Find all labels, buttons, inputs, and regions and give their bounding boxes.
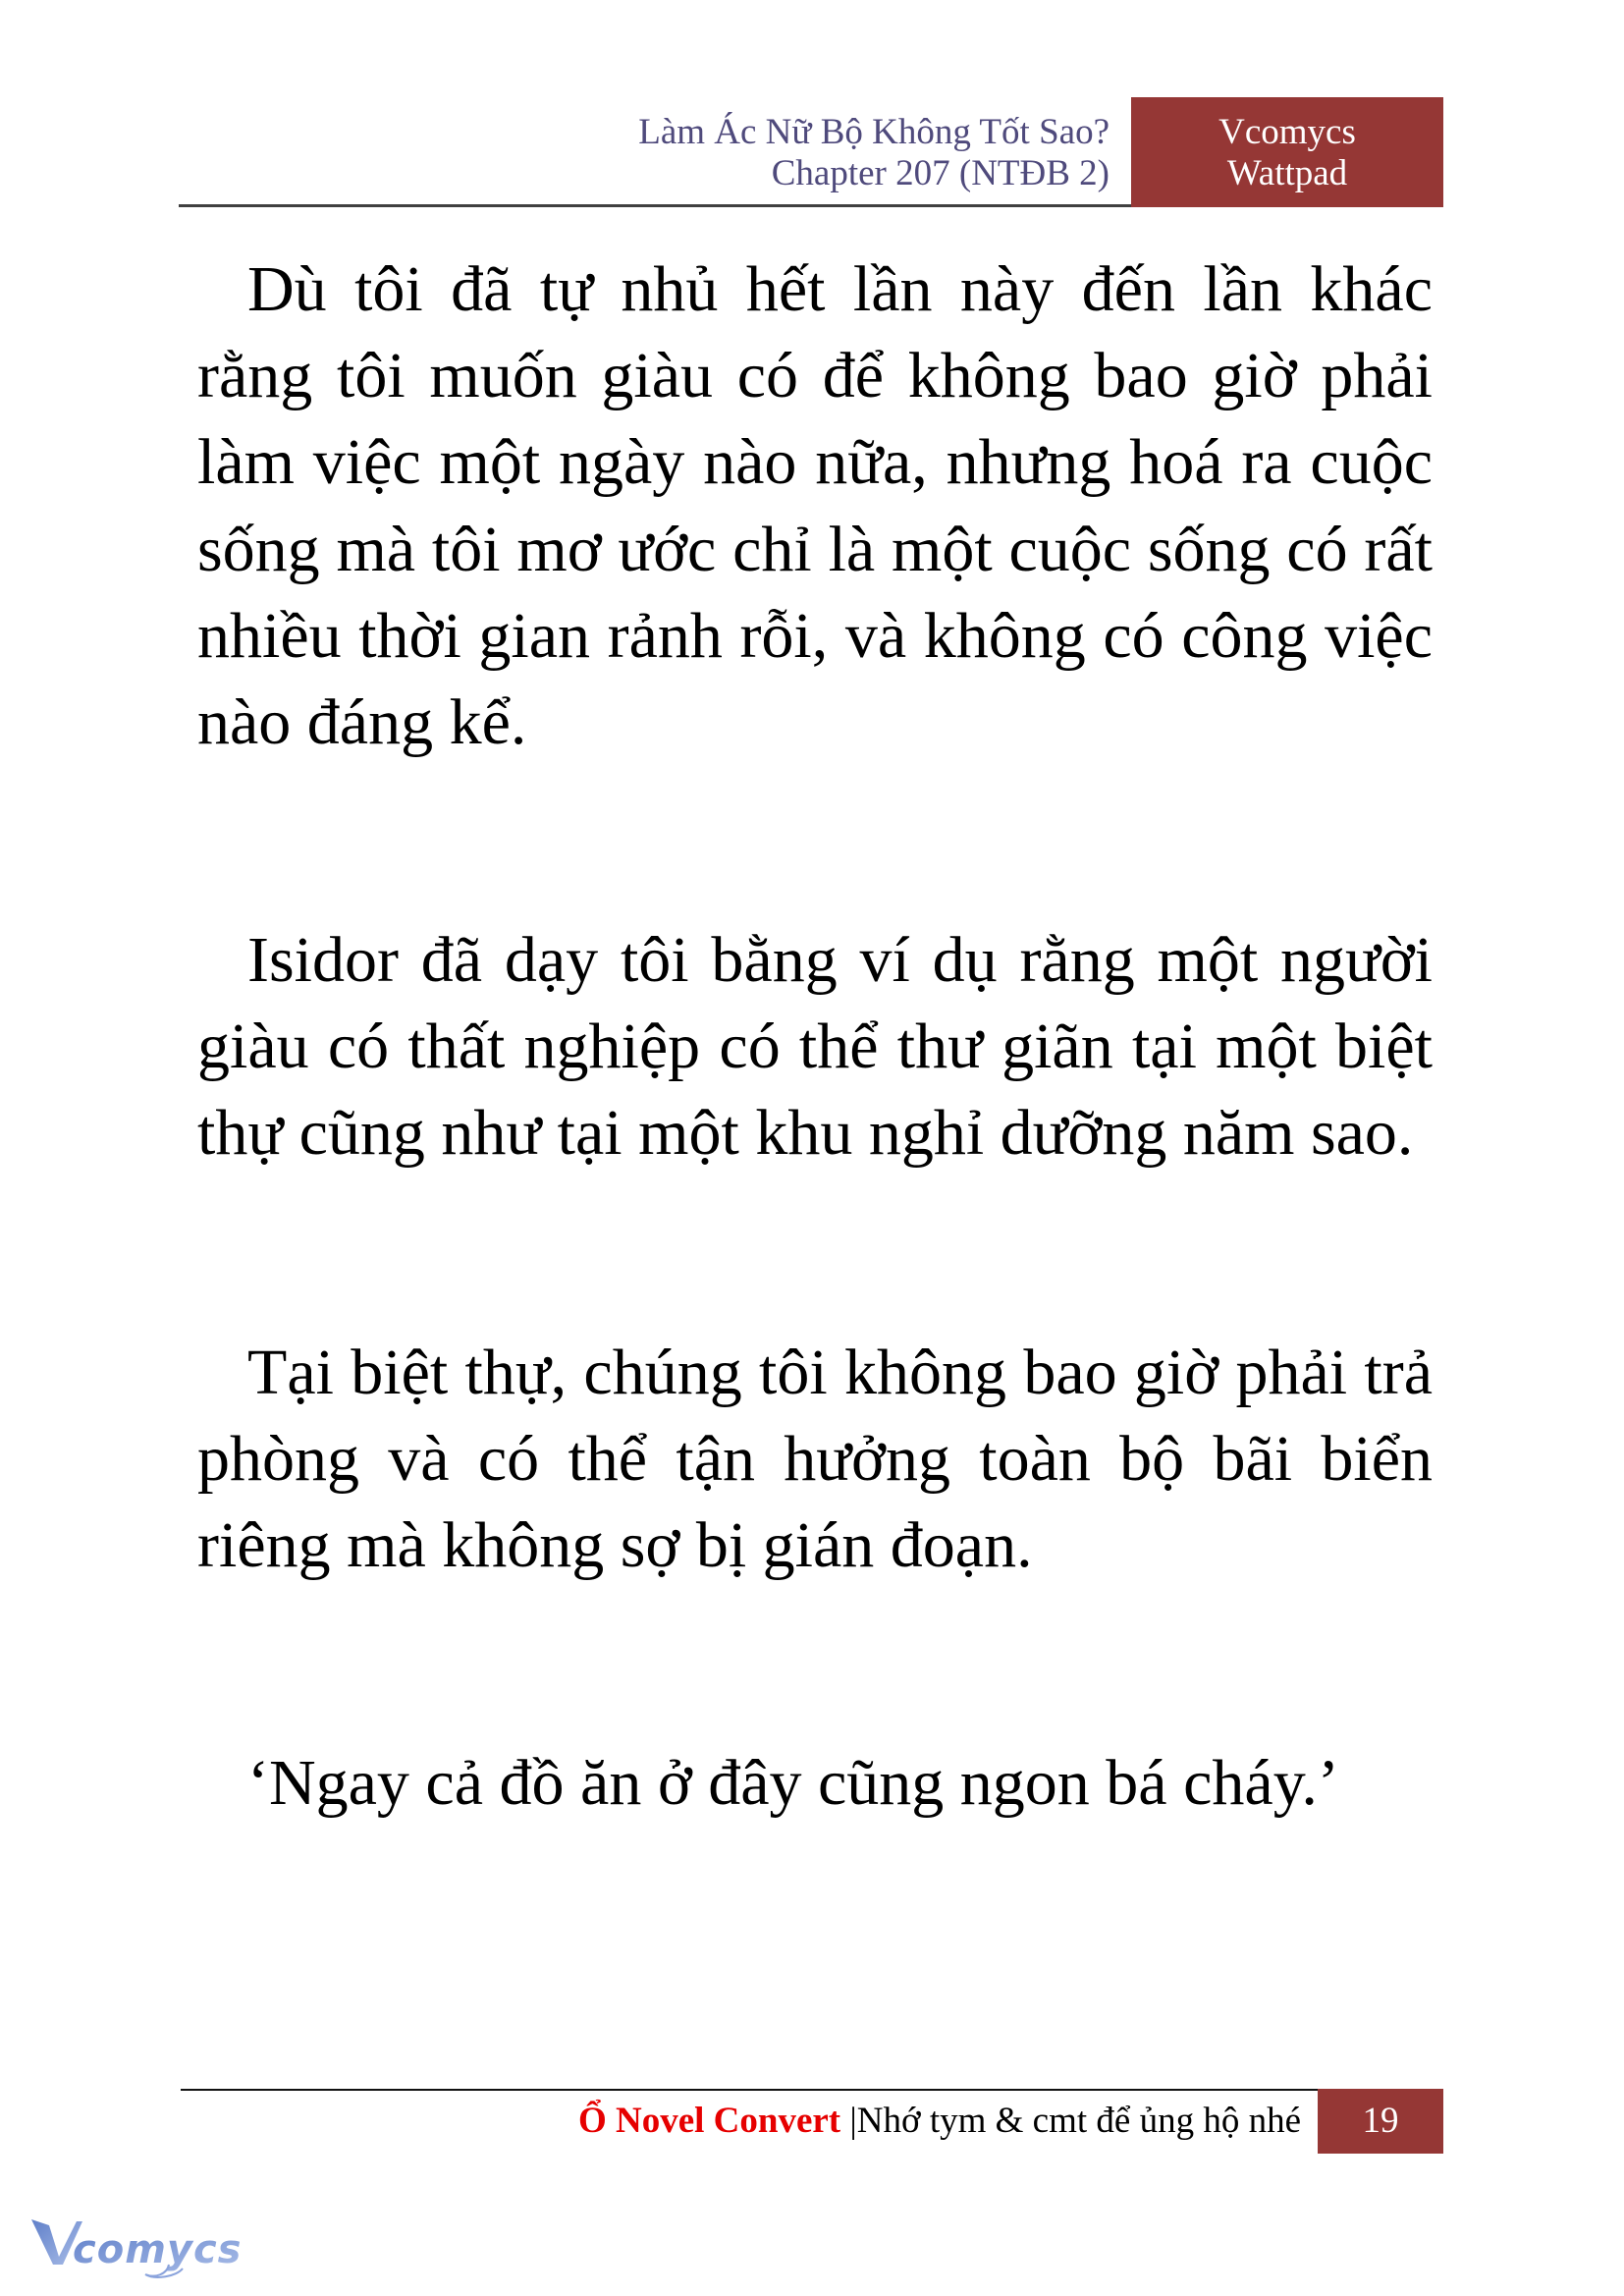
paragraph: Dù tôi đã tự nhủ hết lần này đến lần khác rằng tôi muốn giàu có để không bao giờ phải làm việc một ngày nào nữa, nhưng hoá ra cuộc sống mà tôi mơ ước chỉ là một cuộc sống có rất nhiều thời gian rảnh rỗi, và không có công việc nào đáng kể. [197,253,1433,759]
header-divider [179,204,1131,207]
footer-text [578,2101,1301,2142]
footer-divider [181,2089,1318,2091]
vcomycs-logo-icon [29,2217,245,2284]
badge-line-2: Wattpad [1226,153,1348,193]
footer-brand: Ổ Novel Convert [577,2101,841,2141]
paragraph: Tại biệt thự, chúng tôi không bao giờ phải trả phòng và có thể tận hưởng toàn bộ bãi biển riêng mà không sợ bị gián đoạn. [197,1337,1433,1582]
svg-text:comycs: comycs [73,2227,243,2272]
paragraph: ‘Ngay cả đồ ăn ở đây cũng ngon bá cháy.’ [247,1747,1339,1819]
page-number: 19 [1318,2089,1443,2154]
chapter-title: Chapter 207 (NTĐB 2) [771,153,1110,193]
footer-message: Nhớ tym & cmt để ủng hộ nhé [856,2101,1301,2141]
source-badge [1131,97,1443,207]
footer-separator: | [849,2101,857,2141]
paragraph: Isidor đã dạy tôi bằng ví dụ rằng một người giàu có thất nghiệp có thể thư giãn tại một biệt thự cũng như tại một khu nghỉ dưỡng năm sao. [197,924,1433,1170]
badge-line-1: Vcomycs [1218,112,1356,152]
book-title: Làm Ác Nữ Bộ Không Tốt Sao? [638,112,1110,152]
